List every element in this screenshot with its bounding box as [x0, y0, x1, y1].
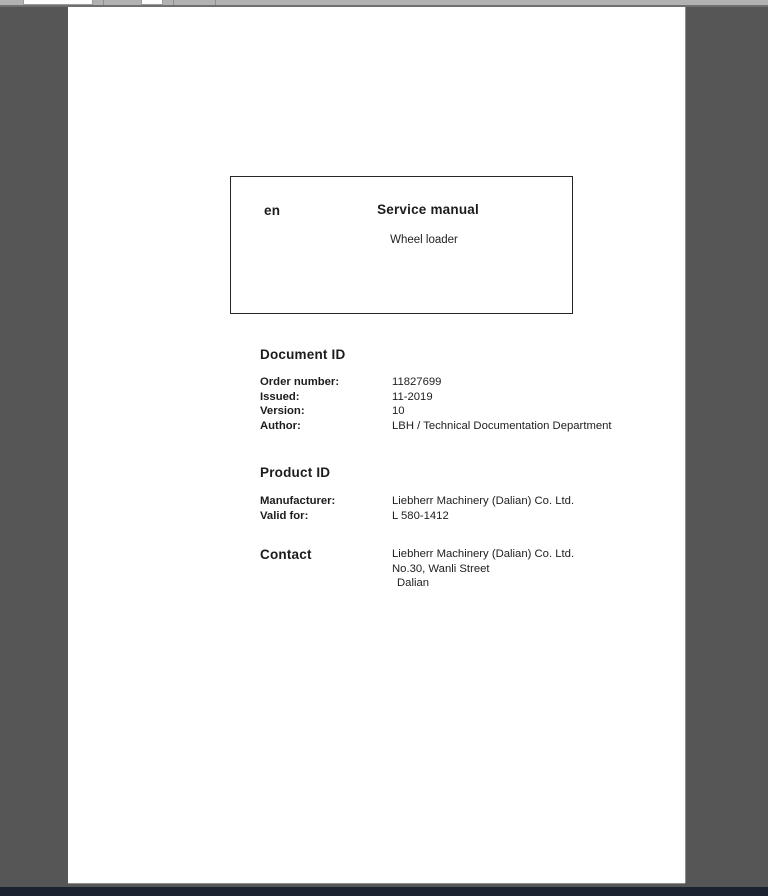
table-row [260, 419, 612, 434]
table-row [260, 494, 574, 509]
taskbar-edge [0, 887, 768, 896]
toolbar-divider [215, 0, 216, 5]
product-id-heading: Product ID [260, 465, 331, 480]
field-label: Valid for: [260, 509, 309, 522]
field-label: Author: [260, 419, 301, 432]
field-value: LBH / Technical Documentation Department [392, 419, 612, 432]
page-number-input[interactable] [23, 0, 93, 5]
field-value: L 580-1412 [392, 509, 449, 522]
field-label: Version: [260, 405, 305, 418]
toolbar-divider [173, 0, 174, 5]
document-id-table [260, 375, 612, 433]
document-id-heading: Document ID [260, 347, 346, 362]
document-page [68, 7, 685, 883]
toolbar-divider [103, 0, 104, 5]
table-row [260, 404, 612, 419]
zoom-select[interactable] [141, 0, 163, 5]
table-row [260, 509, 574, 524]
title-box [230, 176, 573, 314]
document-subtitle: Wheel loader [390, 234, 458, 246]
pdf-viewer-toolbar [0, 0, 768, 7]
field-value: 10 [392, 405, 405, 418]
document-title: Service manual [377, 202, 479, 217]
product-id-table [260, 494, 574, 523]
address-line: Dalian [397, 577, 430, 590]
contact-address [392, 547, 574, 591]
address-line: Liebherr Machinery (Dalian) Co. Ltd. [392, 548, 575, 560]
address-line: No.30, Wanli Street [392, 562, 490, 575]
contact-heading: Contact [260, 547, 312, 562]
field-value: 11-2019 [392, 390, 433, 403]
field-label: Manufacturer: [260, 495, 336, 507]
field-value: Liebherr Machinery (Dalian) Co. Ltd. [392, 495, 575, 507]
field-label: Order number: [260, 376, 340, 388]
field-label: Issued: [260, 390, 300, 403]
table-row [260, 390, 612, 405]
field-value: 11827699 [392, 376, 442, 388]
language-code: en [264, 203, 281, 218]
table-row [260, 375, 612, 390]
